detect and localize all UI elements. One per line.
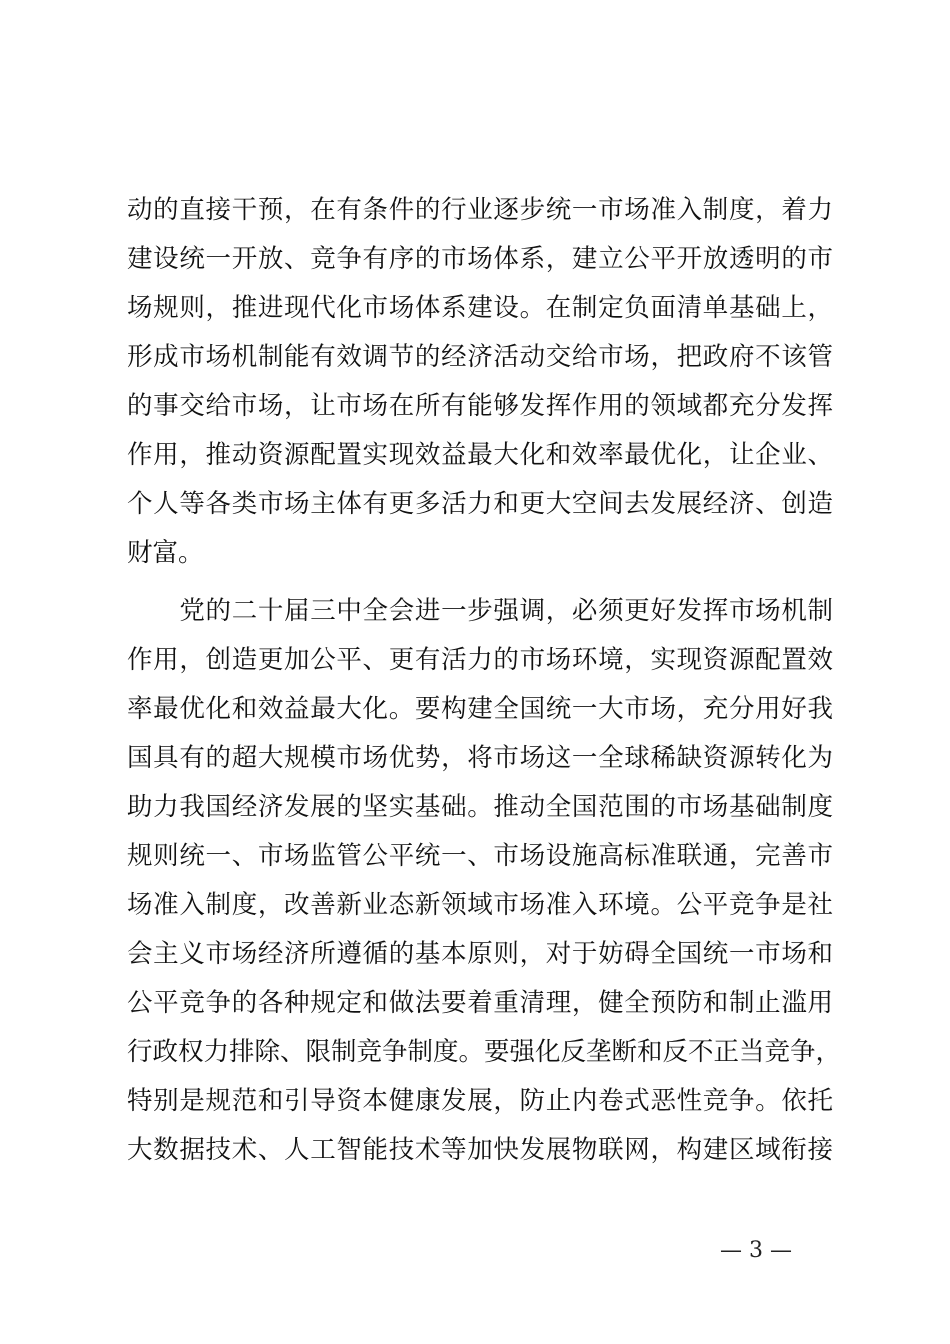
text-line: 财富。 [127,538,204,568]
text-line: 个人等各类市场主体有更多活力和更大空间去发展经济、创造 [127,489,833,519]
text-line: 规则统一、市场监管公平统一、市场设施高标准联通，完善市 [127,841,833,871]
text-line: 行政权力排除、限制竞争制度。要强化反垄断和反不正当竞争， [127,1037,842,1067]
text-line: 作用，推动资源配置实现效益最大化和效率最优化，让企业、 [127,440,833,470]
text-line: 会主义市场经济所遵循的基本原则，对于妨碍全国统一市场和 [127,939,833,969]
text-line: 公平竞争的各种规定和做法要着重清理，健全预防和制止滥用 [127,988,833,1018]
text-line: 场准入制度，改善新业态新领域市场准入环境。公平竞争是社 [127,890,833,920]
text-line: 场规则，推进现代化市场体系建设。在制定负面清单基础上， [127,293,833,323]
paragraph-gap [127,578,833,587]
body-text [127,186,842,1175]
text-line: 党的二十届三中全会进一步强调，必须更好发挥市场机制 [127,596,833,626]
text-line: 率最优化和效益最大化。要构建全国统一大市场，充分用好我 [127,694,833,724]
text-line: 形成市场机制能有效调节的经济活动交给市场，把政府不该管 [127,342,833,372]
text-line: 的事交给市场，让市场在所有能够发挥作用的领域都充分发挥 [127,391,833,421]
text-line: 国具有的超大规模市场优势，将市场这一全球稀缺资源转化为 [127,743,833,773]
paragraph-1 [127,186,833,578]
text-line: 作用，创造更加公平、更有活力的市场环境，实现资源配置效 [127,645,833,675]
text-line: 建设统一开放、竞争有序的市场体系，建立公平开放透明的市 [127,244,833,274]
text-line: 大数据技术、人工智能技术等加快发展物联网，构建区域衔接 [127,1135,833,1165]
text-line: 动的直接干预，在有条件的行业逐步统一市场准入制度，着力 [127,195,833,225]
paragraph-2 [127,587,842,1175]
page-number: — 3 — [720,1238,792,1263]
text-line: 助力我国经济发展的坚实基础。推动全国范围的市场基础制度 [127,792,833,822]
text-line: 特别是规范和引导资本健康发展，防止内卷式恶性竞争。依托 [127,1086,833,1116]
